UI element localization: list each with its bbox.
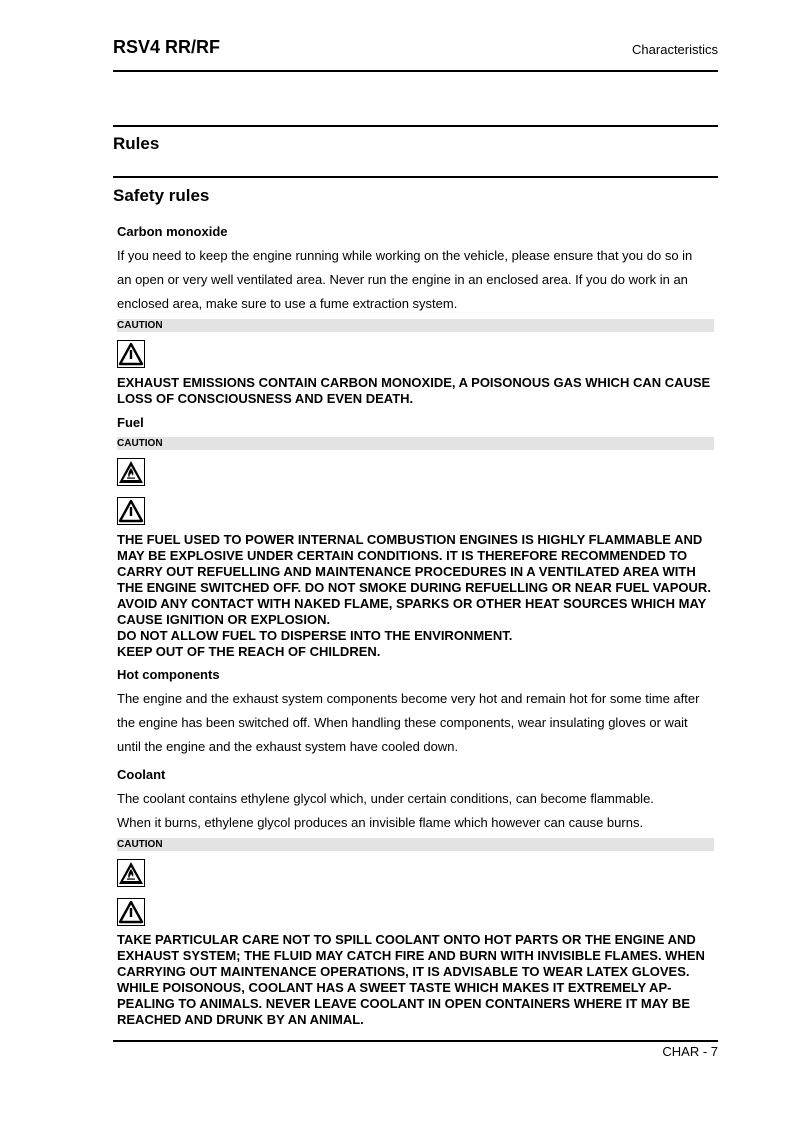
footer-divider — [113, 1040, 718, 1042]
text-line: The engine and the exhaust system components become very hot and remain hot for some time after — [117, 691, 700, 706]
hot-components-text — [117, 687, 715, 759]
coolant-warning — [117, 932, 715, 1028]
safety-divider — [113, 176, 718, 178]
warning-line: EXHAUST SYSTEM; THE FLUID MAY CATCH FIRE AND BURN WITH INVISIBLE FLAMES. WHEN — [117, 948, 705, 963]
flammable-icon — [117, 458, 145, 486]
warning-line: TAKE PARTICULAR CARE NOT TO SPILL COOLANT ONTO HOT PARTS OR THE ENGINE AND — [117, 932, 696, 947]
hot-components-heading: Hot components — [117, 667, 220, 682]
coolant-text — [117, 787, 715, 835]
warning-line: REACHED AND DRUNK BY AN ANIMAL. — [117, 1012, 364, 1027]
header-divider — [113, 70, 718, 72]
rules-heading: Rules — [113, 134, 160, 153]
warning-line: KEEP OUT OF THE REACH OF CHILDREN. — [117, 644, 381, 659]
warning-line: THE ENGINE SWITCHED OFF. DO NOT SMOKE DURING REFUELLING OR NEAR FUEL VAPOUR. — [117, 580, 711, 595]
warning-line: DO NOT ALLOW FUEL TO DISPERSE INTO THE ENVIRONMENT. — [117, 628, 513, 643]
warning-line: PEALING TO ANIMALS. NEVER LEAVE COOLANT IN OPEN CONTAINERS WHERE IT MAY BE — [117, 996, 691, 1011]
text-line: until the engine and the exhaust system have cooled down. — [117, 739, 459, 754]
carbon-monoxide-text — [117, 244, 715, 316]
warning-line: CARRYING OUT MAINTENANCE OPERATIONS, IT IS ADVISABLE TO WEAR LATEX GLOVES. — [117, 964, 690, 979]
text-line: an open or very well ventilated area. Never run the engine in an enclosed area. If you do work in an — [117, 272, 688, 287]
text-line: The coolant contains ethylene glycol which, under certain conditions, can become flammable. — [117, 791, 654, 806]
text-line: When it burns, ethylene glycol produces an invisible flame which however can cause burns. — [117, 815, 644, 830]
warning-line: EXHAUST EMISSIONS CONTAIN CARBON MONOXIDE, A POISONOUS GAS WHICH CAN CAUSE — [117, 375, 711, 390]
safety-rules-heading: Safety rules — [113, 186, 210, 205]
warning-line: THE FUEL USED TO POWER INTERNAL COMBUSTION ENGINES IS HIGHLY FLAMMABLE AND — [117, 532, 703, 547]
rules-divider — [113, 125, 718, 127]
flammable-icon — [117, 859, 145, 887]
page-number: CHAR - 7 — [662, 1044, 718, 1059]
fuel-warning — [117, 532, 715, 660]
warning-triangle-icon — [117, 898, 145, 926]
warning-line: AVOID ANY CONTACT WITH NAKED FLAME, SPARKS OR OTHER HEAT SOURCES WHICH MAY — [117, 596, 707, 611]
fuel-heading: Fuel — [117, 415, 144, 430]
warning-triangle-icon — [117, 340, 145, 368]
warning-line: LOSS OF CONSCIOUSNESS AND EVEN DEATH. — [117, 391, 414, 406]
carbon-monoxide-heading: Carbon monoxide — [117, 224, 228, 239]
warning-line: CARRY OUT REFUELLING AND MAINTENANCE PROCEDURES IN A VENTILATED AREA WITH — [117, 564, 696, 579]
carbon-monoxide-warning — [117, 375, 715, 407]
caution-bar: CAUTION — [117, 319, 714, 332]
text-line: enclosed area, make sure to use a fume extraction system. — [117, 296, 458, 311]
caution-bar: CAUTION — [117, 437, 714, 450]
warning-triangle-icon — [117, 497, 145, 525]
model-title: RSV4 RR/RF — [113, 37, 221, 57]
coolant-heading: Coolant — [117, 767, 166, 782]
text-line: the engine has been switched off. When handling these components, wear insulating gloves or wait — [117, 715, 688, 730]
section-label: Characteristics — [632, 42, 718, 57]
caution-bar: CAUTION — [117, 838, 714, 851]
warning-line: WHILE POISONOUS, COOLANT HAS A SWEET TASTE WHICH MAKES IT EXTREMELY AP- — [117, 980, 672, 995]
warning-line: MAY BE EXPLOSIVE UNDER CERTAIN CONDITIONS. IT IS THEREFORE RECOMMENDED TO — [117, 548, 688, 563]
warning-line: CAUSE IGNITION OR EXPLOSION. — [117, 612, 331, 627]
text-line: If you need to keep the engine running while working on the vehicle, please ensure that you do so in — [117, 248, 693, 263]
